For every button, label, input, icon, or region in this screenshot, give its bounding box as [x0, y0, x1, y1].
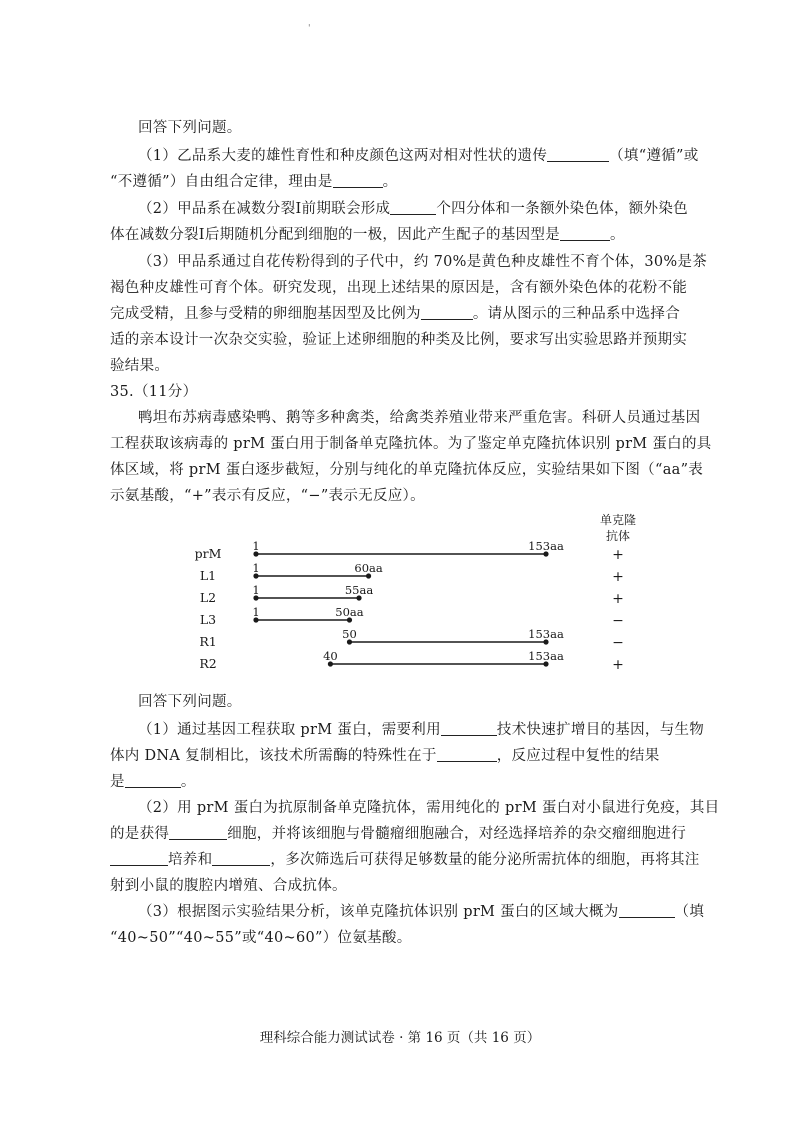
q35-intro-line3: 体区域，将 prM 蛋白逐步截短，分别与纯化的单克隆抗体反应，实验结果如下图（“aa”表 — [110, 462, 704, 478]
text: （1）乙品系大麦的雄性育性和种皮颜色这两对相对性状的遗传 — [138, 148, 548, 164]
end-label-r1: 153aa — [528, 627, 564, 641]
answer-blank[interactable] — [390, 200, 436, 215]
answer-blank[interactable] — [212, 851, 270, 866]
text: ，反应过程中复性的结果 — [496, 748, 660, 764]
q35-intro-line4: 示氨基酸，“+”表示有反应，“−”表示无反应）。 — [110, 488, 425, 504]
q35-part1-line1 — [110, 720, 748, 740]
answer-blank[interactable] — [110, 851, 168, 866]
end-label-l1: 60aa — [354, 561, 383, 575]
answer-blank[interactable] — [619, 903, 675, 918]
text: 细胞，并将该细胞与骨髓瘤细胞融合，对经选择培养的杂交瘤细胞进行 — [227, 826, 686, 842]
q34-part3-line3 — [110, 304, 720, 324]
page-top-mark: ' — [308, 24, 311, 34]
text: 。 — [610, 227, 625, 243]
q34-part1-line2 — [110, 172, 720, 192]
row-label-l2: L2 — [199, 590, 217, 605]
text: 完成受精，且参与受精的卵细胞基因型及比例为 — [110, 306, 421, 322]
q35-answer-intro: 回答下列问题。 — [138, 694, 242, 710]
answer-blank[interactable] — [125, 773, 181, 788]
q34-part3-line2: 褐色种皮雄性可育个体。研究发现，出现上述结果的原因是，含有额外染色体的花粉不能 — [110, 280, 688, 296]
answer-blank[interactable] — [560, 226, 610, 241]
text: 培养和 — [168, 852, 213, 868]
q34-part3-line4: 适的亲本设计一次杂交实验，验证上述卵细胞的种类及比例，要求写出实验思路并预期实 — [110, 332, 688, 348]
text: 体在减数分裂Ⅰ后期随机分配到细胞的一极，因此产生配子的基因型是 — [110, 227, 561, 243]
text: 。请从图示的三种品系中选择合 — [472, 306, 681, 322]
answer-blank[interactable] — [169, 825, 227, 840]
q34-part3-line5: 验结果。 — [110, 358, 170, 374]
text: （3）根据图示实验结果分析，该单克隆抗体识别 prM 蛋白的区域大概为 — [138, 904, 619, 920]
start-label-l2: 1 — [252, 583, 260, 597]
antibody-column-header-line2: 抗体 — [605, 529, 631, 543]
text: （2）甲品系在减数分裂Ⅰ前期联会形成 — [138, 201, 391, 217]
q34-part1-line1 — [110, 146, 748, 166]
result-l3: − — [612, 613, 624, 629]
text: 个四分体和一条额外染色体，额外染色 — [436, 201, 688, 217]
text: ，多次筛选后可获得足够数量的能分泌所需抗体的细胞，再将其注 — [270, 852, 700, 868]
end-label-r2: 153aa — [528, 649, 564, 663]
q35-part2-line3 — [110, 850, 720, 870]
start-label-r1: 50 — [342, 627, 357, 641]
result-l1: + — [612, 569, 624, 585]
q34-part2-line2 — [110, 225, 720, 245]
result-r1: − — [612, 635, 624, 651]
end-label-prm: 153aa — [528, 539, 564, 553]
result-r2: + — [612, 657, 624, 673]
end-label-l2: 55aa — [344, 583, 374, 597]
text: 是 — [110, 774, 125, 790]
answer-blank[interactable] — [421, 305, 473, 320]
text: 。 — [382, 174, 398, 190]
start-label-r2: 40 — [323, 649, 338, 663]
antibody-column-header-line1: 单克隆 — [599, 513, 637, 527]
q35-intro-line1: 鸭坦布苏病毒感染鸭、鹅等多种禽类，给禽类养殖业带来严重危害。科研人员通过基因 — [138, 410, 701, 426]
q35-header: 35.（11分） — [110, 384, 198, 400]
text: 技术快速扩增目的基因，与生物 — [496, 722, 705, 738]
text: 。 — [180, 774, 196, 790]
result-prm: + — [612, 547, 624, 563]
text: 体内 DNA 复制相比，该技术所需酶的特殊性在于 — [110, 748, 437, 764]
row-label-r2: R2 — [199, 656, 217, 671]
q34-part2-line1 — [110, 199, 748, 219]
answer-blank[interactable] — [333, 173, 383, 188]
row-label-r1: R1 — [199, 634, 217, 649]
result-l2: + — [612, 591, 624, 607]
q35-part1-line3 — [110, 772, 720, 792]
text: （1）通过基因工程获取 prM 蛋白，需要利用 — [138, 722, 441, 738]
end-label-l3: 50aa — [335, 605, 364, 619]
row-label-l1: L1 — [199, 568, 217, 583]
q35-part2-line1: （2）用 prM 蛋白为抗原制备单克隆抗体，需用纯化的 prM 蛋白对小鼠进行免疫，其目 — [138, 800, 720, 816]
start-label-l1: 1 — [252, 561, 260, 575]
q35-part2-line2 — [110, 824, 720, 844]
text: （填 — [674, 904, 705, 920]
q35-intro-line2: 工程获取该病毒的 prM 蛋白用于制备单克隆抗体。为了鉴定单克隆抗体识别 prM 蛋白的具 — [110, 436, 712, 452]
q34-part3-line1: （3）甲品系通过自花传粉得到的子代中，约 70%是黄色种皮雄性不育个体，30%是茶 — [138, 254, 708, 270]
diagram-rows — [195, 539, 624, 673]
q35-part2-line4: 射到小鼠的腹腔内增殖、合成抗体。 — [110, 878, 347, 894]
prm-truncation-diagram — [190, 508, 640, 678]
page-footer: 理科综合能力测试试卷 · 第 16 页（共 16 页） — [259, 1030, 541, 1046]
q35-part3-line1 — [110, 902, 748, 922]
text: 的是获得 — [110, 826, 170, 842]
text: （填“遵循”或 — [609, 148, 699, 164]
text: “不遵循”）自由组合定律，理由是 — [110, 174, 333, 190]
row-label-l3: L3 — [199, 612, 217, 627]
q35-part1-line2 — [110, 746, 720, 766]
answer-blank[interactable] — [437, 747, 497, 762]
q34-intro: 回答下列问题。 — [138, 120, 242, 136]
row-label-prm: prM — [194, 546, 222, 561]
q35-part3-line2: “40~50”“40~55”或“40~60”）位氨基酸。 — [110, 930, 412, 946]
answer-blank[interactable] — [441, 721, 497, 736]
answer-blank[interactable] — [547, 147, 609, 162]
start-label-prm: 1 — [252, 539, 260, 553]
start-label-l3: 1 — [252, 605, 260, 619]
